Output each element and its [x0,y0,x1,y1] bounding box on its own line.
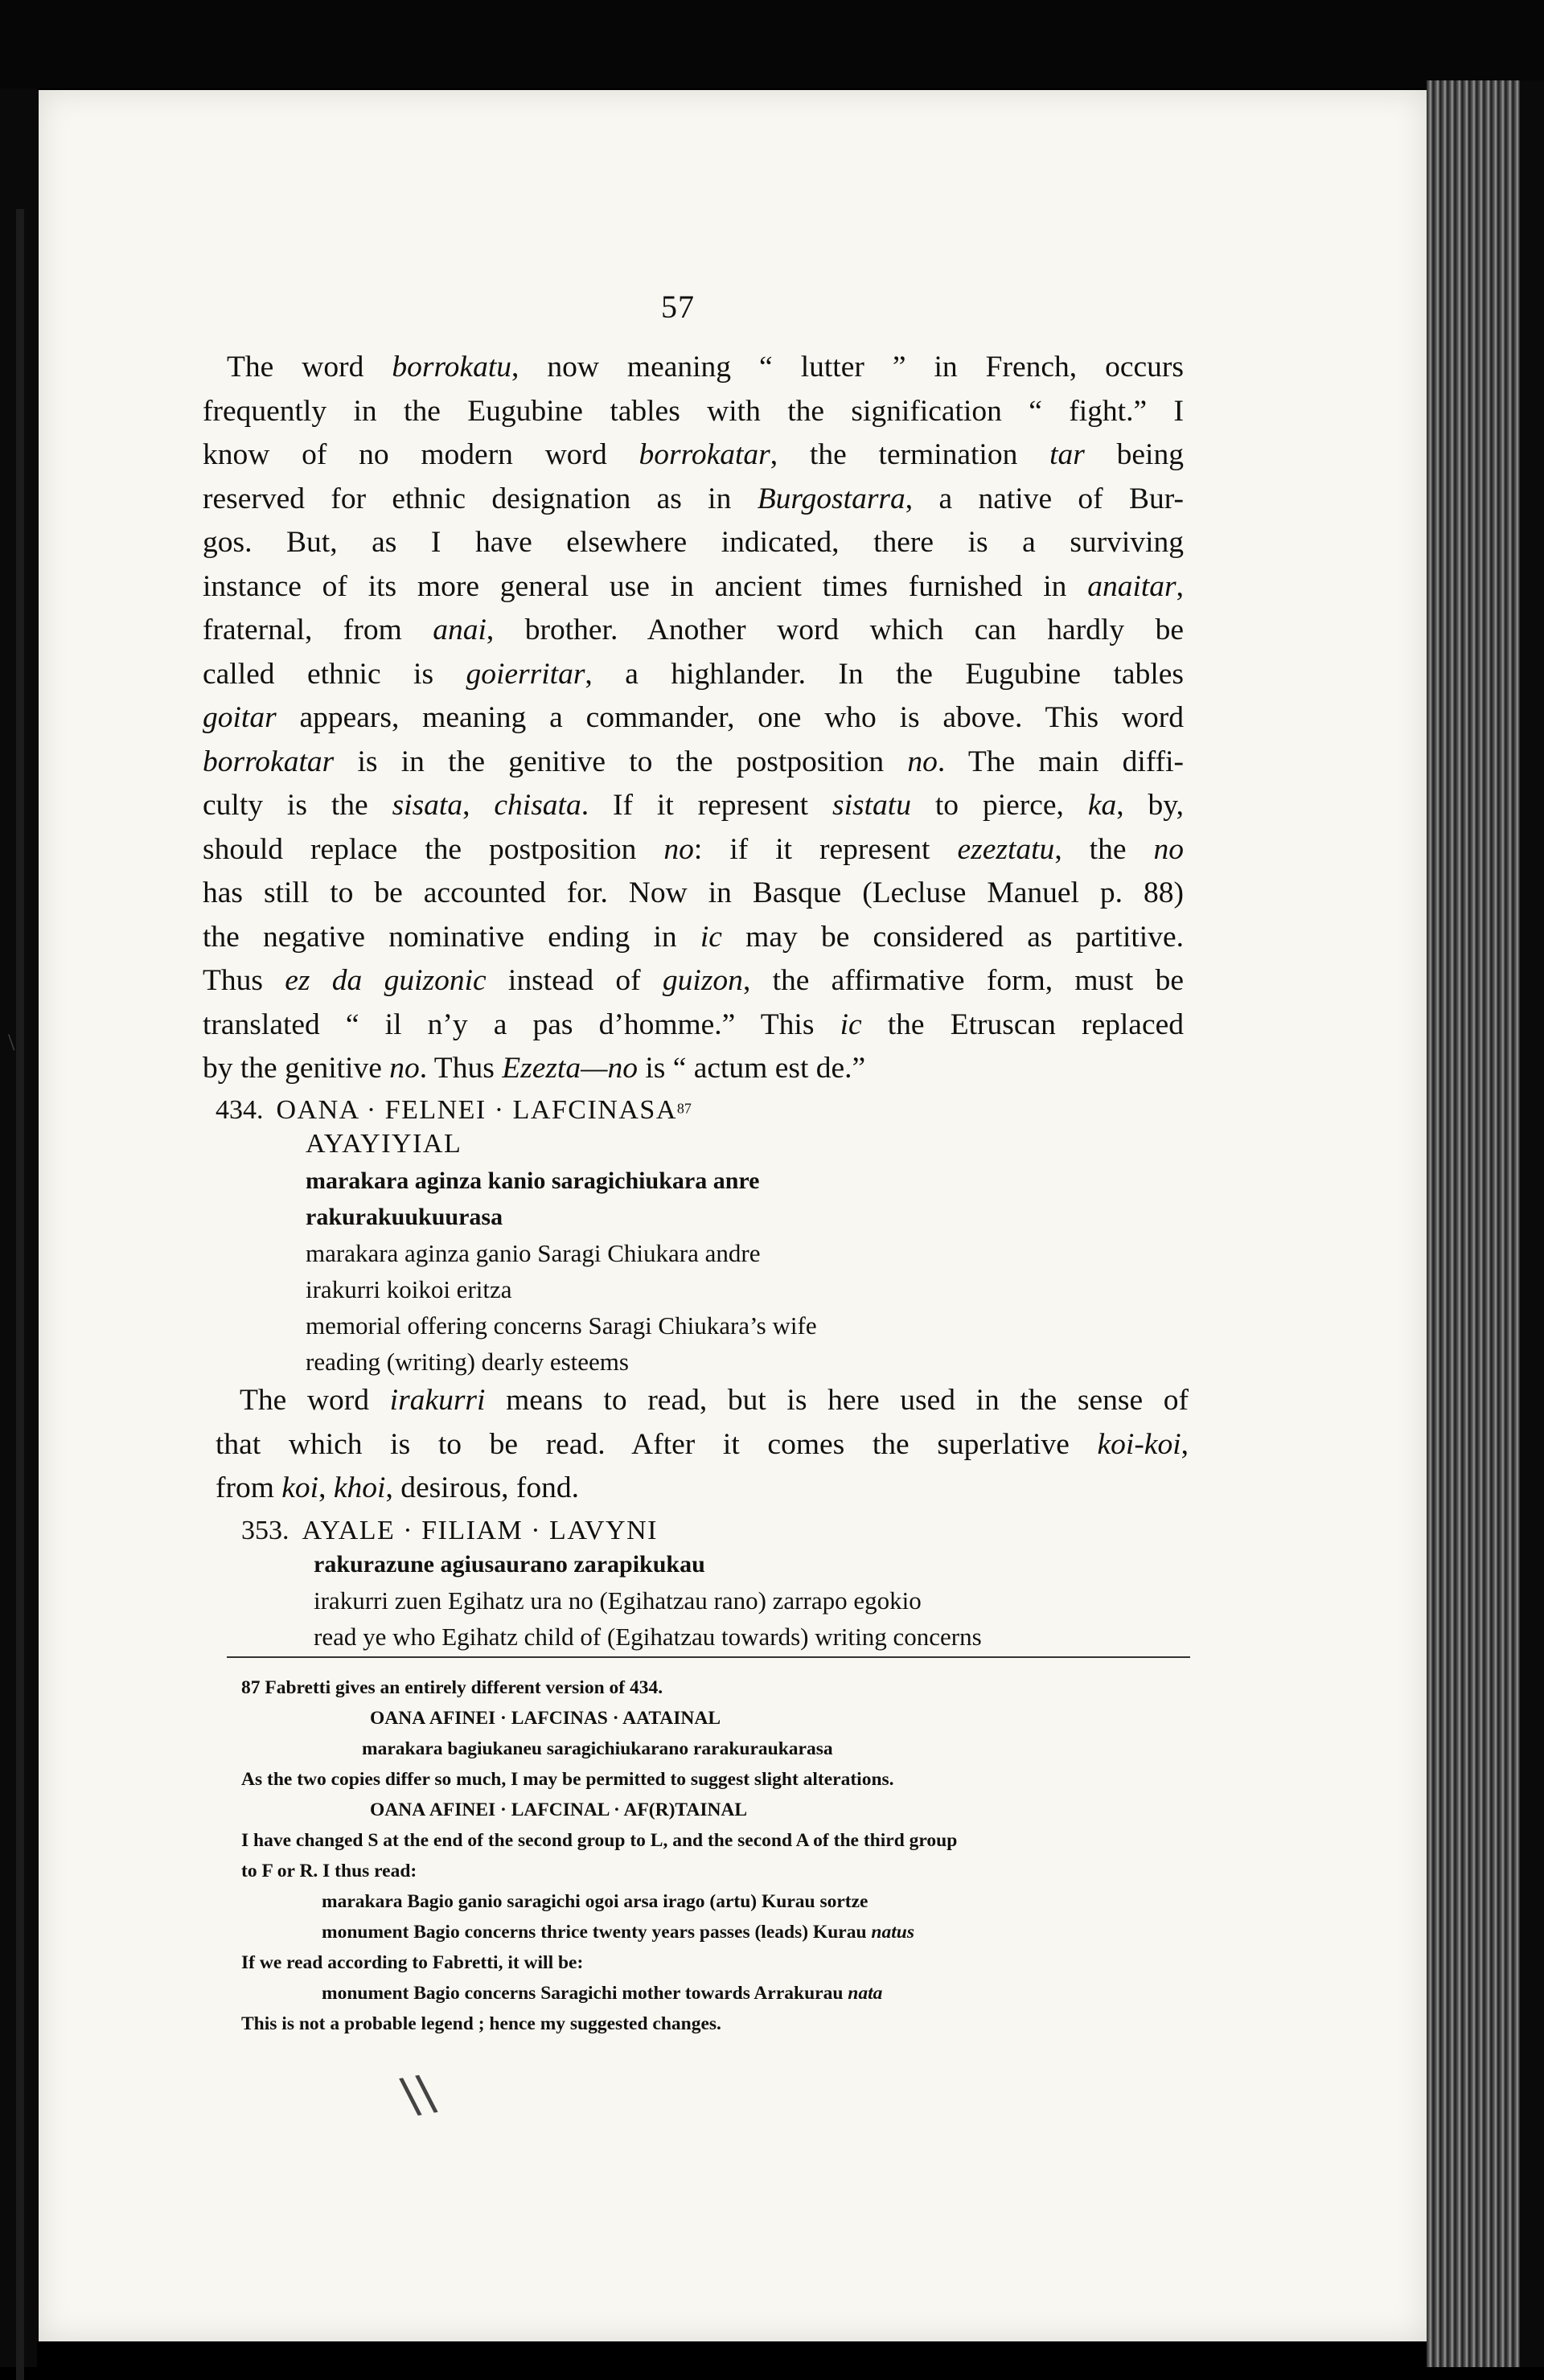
paragraph-line: borrokatar is in the genitive to the postposition no. The main diffi- [203,745,1184,778]
paragraph-line: that which is to be read. After it comes the superlative koi-koi, [216,1427,1189,1461]
footnote-line: 87 Fabretti gives an entirely different version of 434. [241,1677,663,1698]
paragraph-1 [203,346,1184,1091]
paragraph-line: reserved for ethnic designation as in Burgostarra, a native of Bur- [203,482,1184,515]
paragraph-line: fraternal, from anai, brother. Another word which can hardly be [203,613,1184,646]
footnote-line: If we read according to Fabretti, it will be: [241,1952,584,1973]
paragraph-line: instance of its more general use in ancient times furnished in anaitar, [203,569,1184,603]
inscription-number: 434. [216,1095,264,1125]
footnote-line: marakara Bagio ganio saragichi ogoi arsa irago (artu) Kurau sortze [322,1891,868,1912]
inscription-number: 353. [241,1516,290,1545]
paragraph-line: gos. But, as I have elsewhere indicated, there is a surviving [203,526,1184,559]
scan-border-left [0,88,37,2367]
page-number: 57 [661,289,695,325]
footnote-line: OANA AFINEI · LAFCINAL · AF(R)TAINAL [370,1799,748,1820]
footnote-line: monument Bagio concerns thrice twenty years passes (leads) Kurau natus [322,1922,914,1943]
paragraph-2 [216,1379,1189,1511]
translation-row: reading (writing) dearly esteems [306,1348,629,1376]
footnote-rule [227,1656,1190,1658]
footnote-87 [241,1672,1206,2039]
scan-speck: \ [8,1029,15,1056]
inscription-434 [216,1095,817,1380]
scan-border-right [1520,80,1544,2367]
paragraph-line: know of no modern word borrokatar, the termination tar being [203,438,1184,471]
paragraph-line: goitar appears, meaning a commander, one who is above. This word [203,701,1184,734]
paragraph-line: Thus ez da guizonic instead of guizon, the affirmative form, must be [203,964,1184,997]
basque-row: marakara aginza ganio Saragi Chiukara andre [306,1239,761,1267]
paragraph-line: frequently in the Eugubine tables with the signification “ fight.” I [203,394,1184,428]
inscription-line: OANA · FELNEI · LAFCINASA [276,1095,677,1125]
basque-row: irakurri zuen Egihatz ura no (Egihatzau rano) zarrapo egokio [314,1586,922,1615]
paragraph-line: culty is the sisata, chisata. If it represent sistatu to pierce, ka, by, [203,789,1184,822]
paragraph-line: The word borrokatu, now meaning “ lutter ” in French, occurs [227,351,1185,384]
paragraph-line: the negative nominative ending in ic may be considered as partitive. [203,920,1184,954]
transcription-row: marakara aginza kanio saragichiukara anre [306,1167,760,1194]
inscription-transcription [314,1546,982,1655]
translation-row: memorial offering concerns Saragi Chiukara’s wife [306,1311,817,1340]
footnote-line: OANA AFINEI · LAFCINAS · AATAINAL [370,1708,721,1729]
footnote-line: to F or R. I thus read: [241,1861,417,1881]
translation-row: read ye who Egihatz child of (Egihatzau towards) writing concerns [314,1623,982,1651]
binding-shadow [16,209,24,2380]
paragraph-1-text [203,346,1184,1091]
inscription-transcription [306,1163,817,1380]
pencil-mark: \\ [397,2064,440,2125]
scan-border-top [0,0,1544,88]
footnote-line: As the two copies differ so much, I may be permitted to suggest slight alterations. [241,1769,894,1790]
basque-row: irakurri koikoi eritza [306,1275,512,1303]
paragraph-2-text [216,1379,1189,1511]
footnotes [241,1672,1206,2039]
paragraph-line: The word irakurri means to read, but is here used in the sense of [240,1384,1189,1417]
paragraph-line: has still to be accounted for. Now in Basque (Lecluse Manuel p. 88) [203,876,1184,909]
inscription-line: AYALE · FILIAM · LAVYNI [302,1516,658,1545]
footnote-line: monument Bagio concerns Saragichi mother towards Arrakurau nata [322,1983,883,2004]
paragraph-line: by the genitive no. Thus Ezezta—no is “ actum est de.” [203,1052,866,1085]
footnote-line: marakara bagiukaneu saragichiukarano rarakuraukarasa [362,1738,833,1759]
inscription-line-2: AYAYIYIAL [306,1129,462,1159]
transcription-row: rakurazune agiusaurano zarapikukau [314,1551,705,1578]
footnote-line: This is not a probable legend ; hence my suggested changes. [241,2013,721,2034]
paragraph-line: should replace the postposition no: if it represent ezeztatu, the no [203,832,1184,866]
paragraph-line: from koi, khoi, desirous, fond. [216,1471,580,1504]
inscription-353 [241,1516,982,1655]
transcription-row: rakurakuukuurasa [306,1204,503,1230]
footnote-line: I have changed S at the end of the second group to L, and the second A of the third group [241,1830,958,1851]
paragraph-line: called ethnic is goierritar, a highlander. In the Eugubine tables [203,657,1184,691]
paragraph-line: translated “ il n’y a pas d’homme.” This ic the Etruscan replaced [203,1007,1184,1041]
footnote-ref: 87 [676,1100,692,1117]
